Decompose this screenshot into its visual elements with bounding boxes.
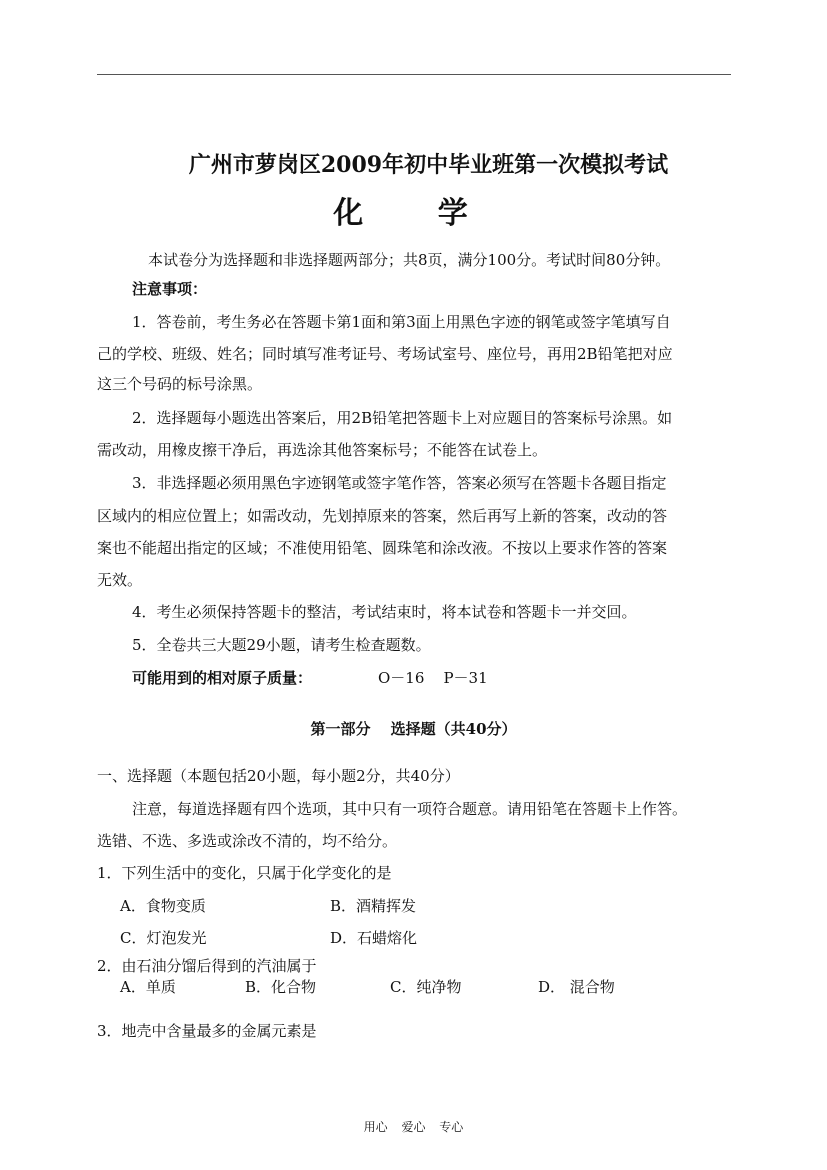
notice-line-10: 4．考生必须保持答题卡的整洁，考试结束时，将本试卷和答题卡一并交回。 <box>132 603 637 621</box>
atomic-mass-label: 可能用到的相对原子质量： <box>132 669 313 687</box>
instruction-line-1: 注意，每道选择题有四个选项，其中只有一项符合题意。请用铅笔在答题卡上作答。 <box>132 800 688 818</box>
instruction-line-2: 选错、不选、多选或涂改不清的，均不给分。 <box>97 832 398 850</box>
exam-title: 广州市萝岗区2009年初中毕业班第一次模拟考试 <box>188 152 669 178</box>
notice-line-1: 1．答卷前，考生务必在答题卡第1面和第3面上用黑色字迹的钢笔或签字笔填写自 <box>132 313 671 331</box>
question-1-stem: 1．下列生活中的变化，只属于化学变化的是 <box>97 864 392 882</box>
question-3-stem: 3．地壳中含量最多的金属元素是 <box>97 1022 317 1040</box>
question-1-option-b: B．酒精挥发 <box>330 897 417 915</box>
notice-line-2: 己的学校、班级、姓名；同时填写准考证号、考场试室号、座位号，再用2B铅笔把对应 <box>97 345 673 363</box>
question-1-option-a: A．食物变质 <box>120 897 206 915</box>
subject-title: 化 学 <box>333 196 500 231</box>
question-2-option-d: D． 混合物 <box>538 978 615 996</box>
part-one-title: 第一部分 选择题（共40分） <box>310 720 517 738</box>
page-footer: 用心 爱心 专心 <box>363 1120 464 1134</box>
question-2-option-c: C．纯净物 <box>390 978 462 996</box>
notice-heading: 注意事项： <box>132 280 208 298</box>
atomic-mass-values: O－16 P－31 <box>378 669 488 687</box>
notice-line-9: 无效。 <box>97 571 143 589</box>
section-heading: 一、选择题（本题包括20小题，每小题2分，共40分） <box>97 767 460 785</box>
intro-text: 本试卷分为选择题和非选择题两部分；共8页，满分100分。考试时间80分钟。 <box>148 251 671 269</box>
question-1-option-d: D．石蜡熔化 <box>330 929 418 947</box>
question-2-stem: 2．由石油分馏后得到的汽油属于 <box>97 957 317 975</box>
notice-line-6: 3．非选择题必须用黑色字迹钢笔或签字笔作答，答案必须写在答题卡各题目指定 <box>132 474 667 492</box>
notice-line-11: 5．全卷共三大题29小题，请考生检查题数。 <box>132 636 431 654</box>
question-2-option-b: B．化合物 <box>245 978 317 996</box>
question-1-option-c: C．灯泡发光 <box>120 929 207 947</box>
notice-line-8: 案也不能超出指定的区域；不准使用铅笔、圆珠笔和涂改液。不按以上要求作答的答案 <box>97 539 668 557</box>
question-2-option-a: A．单质 <box>120 978 176 996</box>
header-rule <box>97 74 731 75</box>
notice-line-3: 这三个号码的标号涂黑。 <box>97 375 263 393</box>
notice-line-4: 2．选择题每小题选出答案后，用2B铅笔把答题卡上对应题目的答案标号涂黑。如 <box>132 409 673 427</box>
notice-line-5: 需改动，用橡皮擦干净后，再选涂其他答案标号；不能答在试卷上。 <box>97 441 548 459</box>
notice-line-7: 区域内的相应位置上；如需改动，先划掉原来的答案，然后再写上新的答案，改动的答 <box>97 507 668 525</box>
